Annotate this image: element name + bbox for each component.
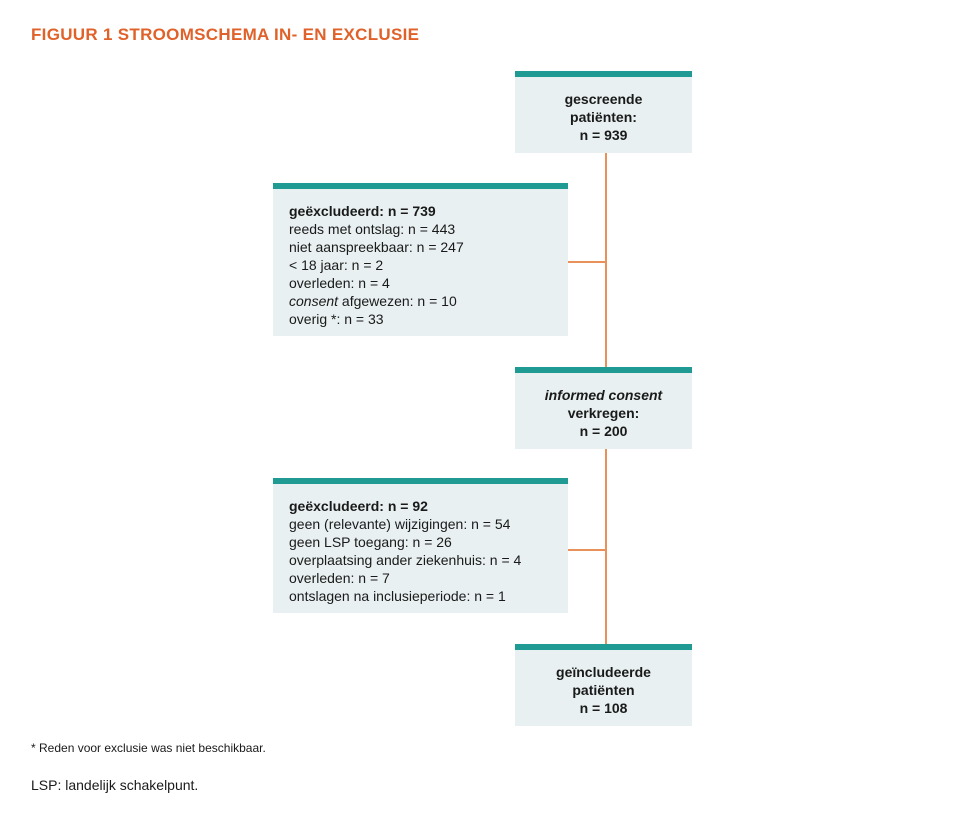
informed-consent-label: informed consent — [544, 387, 663, 403]
footnote: * Reden voor exclusie was niet beschikbaar. — [31, 741, 266, 755]
screened-patients-box — [515, 71, 692, 153]
informed-consent-sublabel: verkregen: — [567, 405, 640, 421]
exclusion-2-item: geen (relevante) wijzigingen: n = 54 — [289, 516, 511, 532]
exclusion-1-item: reeds met ontslag: n = 443 — [289, 221, 456, 237]
included-count: n = 108 — [579, 700, 628, 716]
informed-consent-count: n = 200 — [579, 423, 628, 439]
exclusion-1-item: < 18 jaar: n = 2 — [289, 257, 384, 273]
exclusion-1-item: overig *: n = 33 — [289, 311, 384, 327]
included-patients-box — [515, 644, 692, 726]
screened-count: n = 939 — [579, 127, 628, 143]
consent-rest-text: afgewezen: n = 10 — [338, 293, 457, 309]
connector-main-lower — [605, 448, 607, 645]
exclusion-2-item: overleden: n = 7 — [289, 570, 390, 586]
exclusion-2-item: geen LSP toegang: n = 26 — [289, 534, 452, 550]
connector-exclusion-1 — [568, 261, 606, 263]
included-label: geïncludeerde — [556, 664, 651, 680]
figure-title: FIGUUR 1 STROOMSCHEMA IN- EN EXCLUSIE — [31, 25, 420, 44]
connector-exclusion-2 — [568, 549, 606, 551]
exclusion-1-item: niet aanspreekbaar: n = 247 — [289, 239, 464, 255]
included-sublabel: patiënten — [572, 682, 635, 698]
screened-label: gescreende — [564, 91, 643, 107]
informed-consent-box — [515, 367, 692, 449]
exclusion-2-header: geëxcludeerd: n = 92 — [289, 498, 428, 514]
exclusion-2-item: ontslagen na inclusieperiode: n = 1 — [289, 588, 506, 604]
screened-sublabel: patiënten: — [570, 109, 637, 125]
exclusion-1-consent-item — [289, 292, 568, 310]
exclusion-2-item: overplaatsing ander ziekenhuis: n = 4 — [289, 552, 522, 568]
exclusion-box-1 — [273, 183, 568, 336]
exclusion-1-header: geëxcludeerd: n = 739 — [289, 203, 436, 219]
exclusion-box-2 — [273, 478, 568, 613]
consent-italic-word: consent — [289, 293, 339, 309]
abbreviation-note: LSP: landelijk schakelpunt. — [31, 777, 199, 793]
exclusion-1-item: overleden: n = 4 — [289, 275, 390, 291]
